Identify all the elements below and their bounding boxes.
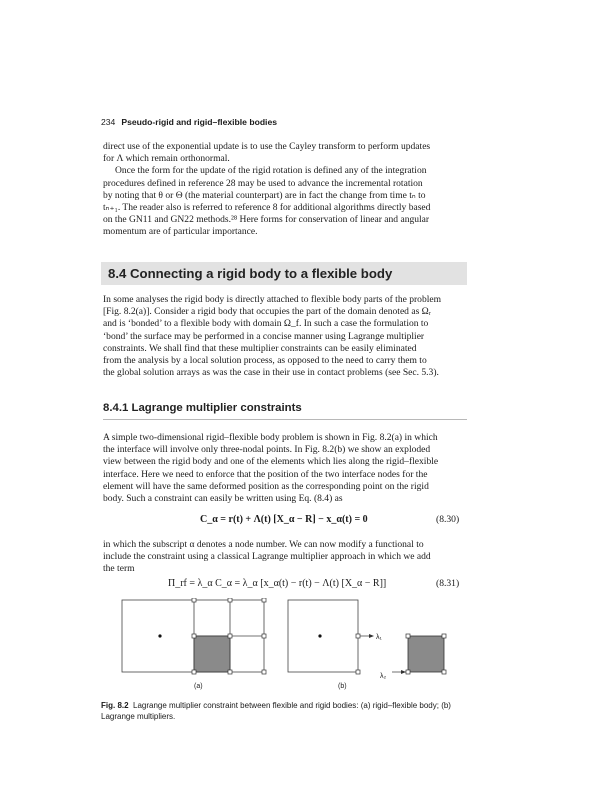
panel-a-label: (a) <box>194 683 203 690</box>
panel-b-diagram <box>288 600 446 690</box>
text-line: constraints. We shall find that these multiplier constraints can be easily eliminated <box>103 342 417 354</box>
text-line: momentum are of particular importance. <box>103 226 258 238</box>
panel-a-diagram <box>122 598 266 690</box>
intro-paragraph <box>103 141 467 239</box>
subsection-paragraph-2 <box>103 539 467 576</box>
lambda1-label: λ₁ <box>376 634 382 641</box>
subsection-heading: 8.4.1 Lagrange multiplier constraints <box>103 402 302 414</box>
caption-label: Fig. 8.2 <box>101 701 129 710</box>
center-point <box>318 634 321 637</box>
panel-b-label: (b) <box>338 683 347 690</box>
figure-8-2 <box>120 598 460 696</box>
text-line: by noting that θ or Θ (the material counterpart) are in fact the change from time tₙ to <box>103 189 426 201</box>
section-paragraph <box>103 294 467 379</box>
text-line: the interface will involve only three-nodal points. In Fig. 8.2(b) we show an exploded <box>103 444 431 456</box>
rigid-body-outline <box>288 600 358 672</box>
text-line: for Λ which remain orthonormal. <box>103 153 230 165</box>
equation-8-31: Π_rf = λ_α C_α = λ_α [x_α(t) − r(t) − Λ(t) [X_α − R]] <box>168 578 387 589</box>
center-point <box>158 634 161 637</box>
equation-number: (8.31) <box>436 578 460 589</box>
text-line: view between the rigid body and one of the elements which lies along the rigid–flexible <box>103 456 439 468</box>
text-line: interface. Here we need to enforce that the position of the two interface nodes for the <box>103 468 428 480</box>
text-line: from the analysis by a local solution process, as opposed to the need to carry them to <box>103 355 427 367</box>
figure-caption <box>101 700 467 722</box>
subsection-paragraph <box>103 432 467 505</box>
lambda2-label: λ₂ <box>380 673 387 680</box>
text-line: include the constraint using a classical Lagrange multiplier approach in which we add <box>103 551 431 563</box>
rigid-body-shaded <box>194 636 230 672</box>
text-line: A simple two-dimensional rigid–flexible body problem is shown in Fig. 8.2(a) in which <box>103 432 438 443</box>
text-line: and is ‘bonded’ to a flexible body with domain Ω_f. In such a case the formulation to <box>103 318 429 330</box>
text-line: Once the form for the update of the rigid rotation is defined any of the integration <box>115 165 427 177</box>
text-line: body. Such a constraint can easily be written using Eq. (8.4) as <box>103 493 343 505</box>
text-line: [Fig. 8.2(a)]. Consider a rigid body that occupies the part of the domain denoted as Ωᵣ <box>103 306 431 318</box>
text-line: in which the subscript α denotes a node number. We can now modify a functional to <box>103 539 424 550</box>
running-head <box>101 117 277 127</box>
text-line: on the GN11 and GN22 methods.²⁸ Here forms for conservation of linear and angular <box>103 214 430 226</box>
equation-8-30: C_α = r(t) + Λ(t) [X_α − R] − x_α(t) = 0 <box>200 514 368 525</box>
section-heading: 8.4 Connecting a rigid body to a flexible body <box>108 266 393 281</box>
caption-text: Lagrange multiplier constraint between flexible and rigid bodies: (a) rigid–flexible body; (b) Lagrange multipliers. <box>101 701 451 721</box>
text-line: the global solution arrays as was the case in their use in contact problems (see Sec. 5.3). <box>103 367 439 379</box>
text-line: ‘bond’ the surface may be performed in a concise manner using Lagrange multiplier <box>103 330 425 342</box>
text-line: the term <box>103 563 135 575</box>
subsection-rule <box>103 419 467 420</box>
text-line: direct use of the exponential update is to use the Cayley transform to perform updates <box>103 141 431 152</box>
equation-number: (8.30) <box>436 514 460 525</box>
running-title: Pseudo-rigid and rigid–flexible bodies <box>121 117 278 127</box>
page-number: 234 <box>101 117 116 127</box>
text-line: In some analyses the rigid body is directly attached to flexible body parts of the problem <box>103 294 442 305</box>
flexible-element-shaded <box>408 636 444 672</box>
text-line: procedures defined in reference 28 may be used to advance the incremental rotation <box>103 177 423 189</box>
text-line: tₙ₊₁. The reader also is referred to reference 8 for additional algorithms directly based <box>103 202 431 214</box>
text-line: element will have the same deformed position as the corresponding point on the rigid <box>103 480 429 492</box>
